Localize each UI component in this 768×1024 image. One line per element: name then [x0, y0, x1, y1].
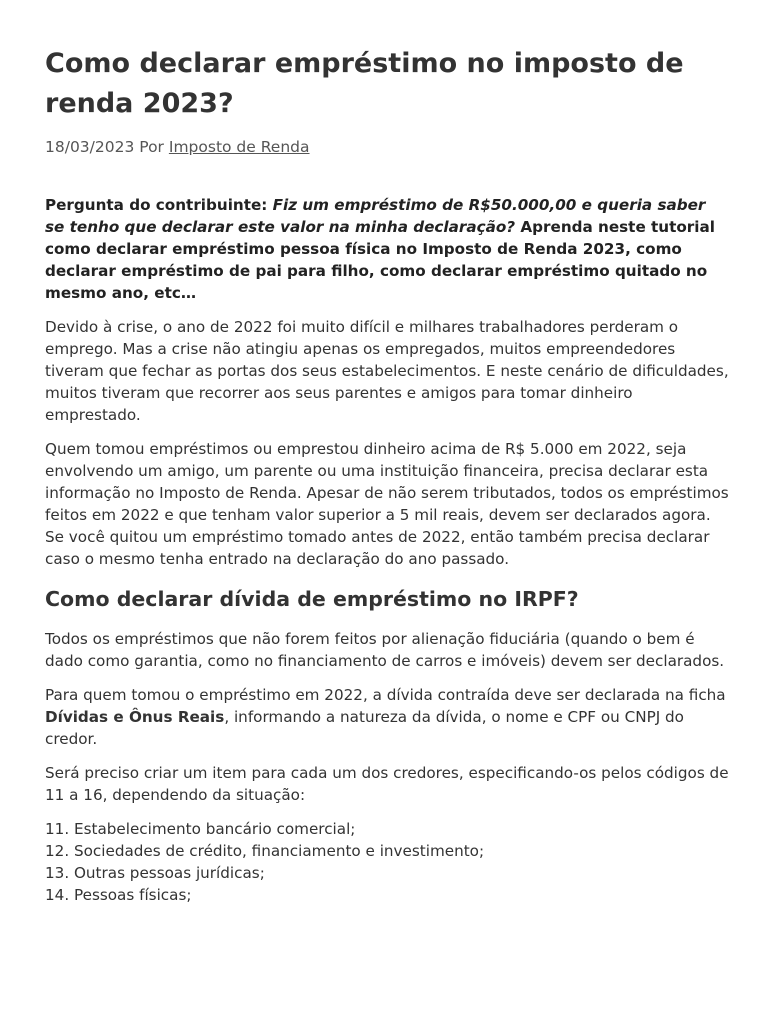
- debts-sheet-before: Para quem tomou o empréstimo em 2022, a dívida contraída deve ser declarada na ficha: [45, 686, 726, 704]
- intro-rest: Aprenda neste tutorial como declarar empréstimo pessoa física no Imposto de Renda 2023, como declarar empréstimo de pai para filho, como declarar empréstimo quitado no mesmo ano, etc…: [45, 218, 715, 302]
- article-body: [45, 194, 730, 906]
- debts-sheet-name: Dívidas e Ônus Reais: [45, 708, 225, 726]
- paragraph-crisis: Devido à crise, o ano de 2022 foi muito difícil e milhares trabalhadores perderam o emprego. Mas a crise não atingiu apenas os empregados, muitos empreendedores tiveram que fechar as portas dos seus estabelecimentos. E neste cenário de dificuldades, muitos tiveram que recorrer aos seus parentes e amigos para tomar dinheiro emprestado.: [45, 318, 729, 424]
- intro-question: Fiz um empréstimo de R$50.000,00 e queria saber se tenho que declarar este valor na minha declaração?: [45, 196, 706, 236]
- list-item: 12. Sociedades de crédito, financiamento e investimento;: [45, 842, 485, 860]
- post-by-label: Por: [139, 138, 164, 156]
- paragraph-loans: Quem tomou empréstimos ou emprestou dinheiro acima de R$ 5.000 em 2022, seja envolvendo um amigo, um parente ou uma instituição financeira, precisa declarar esta informação no Imposto de Renda. Apesar de não serem tributados, todos os empréstimos feitos em 2022 e que tenham valor superior a 5 mil reais, devem ser declarados agora. Se você quitou um empréstimo tomado antes de 2022, então também precisa declarar caso o mesmo tenha entrado na declaração do ano passado.: [45, 440, 729, 568]
- paragraph-debts-sheet: [45, 684, 730, 750]
- category-link[interactable]: Imposto de Renda: [168, 138, 310, 156]
- list-item: 11. Estabelecimento bancário comercial;: [45, 820, 356, 838]
- creditor-codes-list: [45, 818, 730, 906]
- paragraph-creditors: Será preciso criar um item para cada um dos credores, especificando-os pelos códigos de 11 a 16, dependendo da situação:: [45, 764, 729, 804]
- paragraph-fiduciary: Todos os empréstimos que não forem feitos por alienação fiduciária (quando o bem é dado como garantia, como no financiamento de carros e imóveis) devem ser declarados.: [45, 630, 725, 670]
- list-item: 14. Pessoas físicas;: [45, 886, 192, 904]
- page-title: Como declarar empréstimo no imposto de renda 2023?: [45, 48, 684, 119]
- intro-label: Pergunta do contribuinte:: [45, 196, 273, 214]
- post-meta: [45, 136, 310, 158]
- list-item: 13. Outras pessoas jurídicas;: [45, 864, 265, 882]
- post-date: 18/03/2023: [45, 138, 135, 156]
- section-heading: Como declarar dívida de empréstimo no IRPF?: [45, 587, 579, 611]
- intro-paragraph: [45, 194, 730, 304]
- debts-sheet-after: , informando a natureza da dívida, o nome e CPF ou CNPJ do credor.: [45, 708, 684, 748]
